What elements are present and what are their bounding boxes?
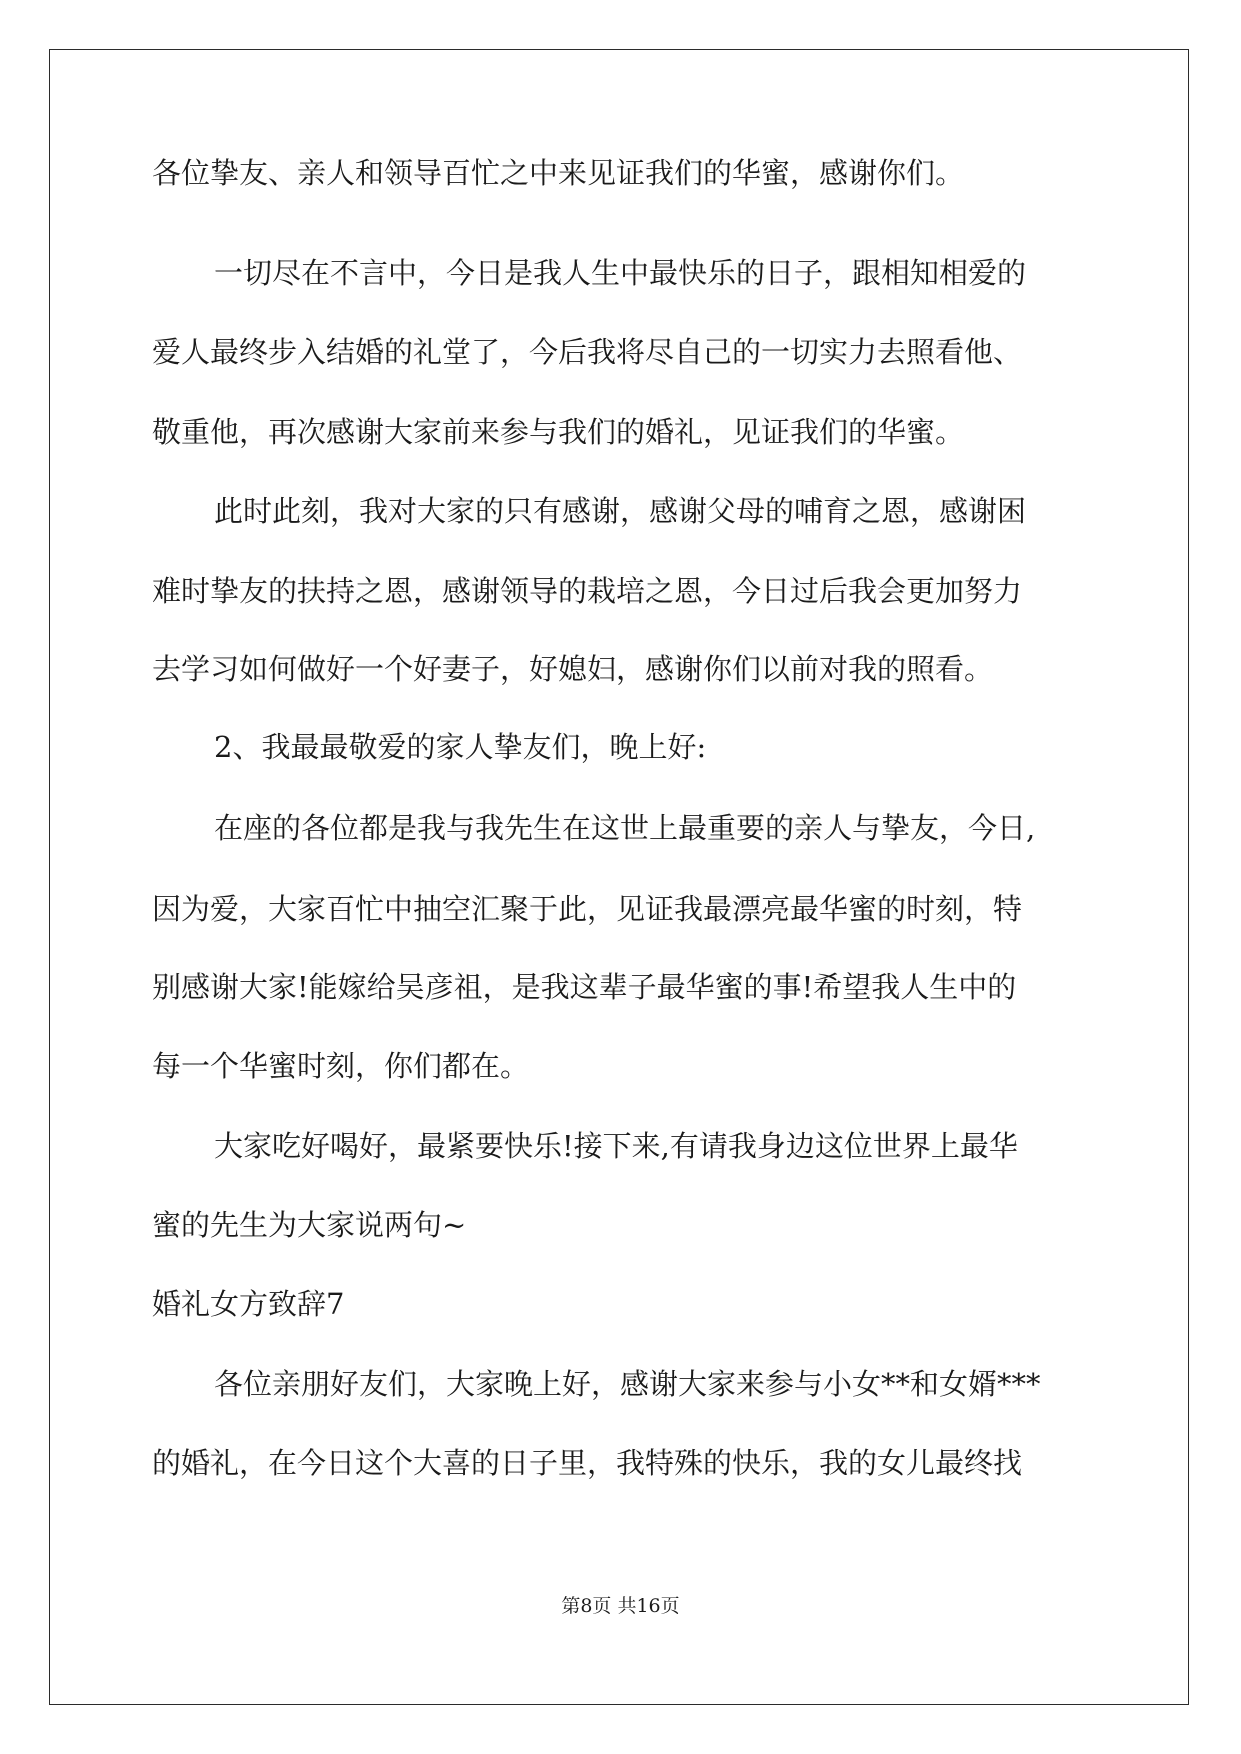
paragraph-line: 大家吃好喝好，最紧要快乐!接下来,有请我身边这位世界上最华: [214, 1129, 1018, 1163]
paragraph-line: 难时挚友的扶持之恩，感谢领导的栽培之恩，今日过后我会更加努力: [152, 574, 1023, 608]
paragraph-line: 在座的各位都是我与我先生在这世上最重要的亲人与挚友，今日,: [214, 811, 1036, 845]
paragraph-line: 此时此刻，我对大家的只有感谢，感谢父母的哺育之恩，感谢困: [214, 494, 1027, 528]
paragraph-line: 一切尽在不言中，今日是我人生中最快乐的日子，跟相知相爱的: [214, 256, 1027, 290]
paragraph-line: 别感谢大家!能嫁给吴彦祖，是我这辈子最华蜜的事!希望我人生中的: [152, 970, 1017, 1004]
section-heading: 婚礼女方致辞7: [152, 1287, 345, 1321]
paragraph-line: 各位挚友、亲人和领导百忙之中来见证我们的华蜜，感谢你们。: [152, 156, 965, 190]
paragraph-line: 敬重他，再次感谢大家前来参与我们的婚礼，见证我们的华蜜。: [152, 415, 965, 449]
paragraph-line: 2、我最最敬爱的家人挚友们，晚上好:: [214, 730, 707, 764]
paragraph-line: 各位亲朋好友们，大家晚上好，感谢大家来参与小女**和女婿***: [214, 1367, 1041, 1401]
paragraph-line: 去学习如何做好一个好妻子，好媳妇，感谢你们以前对我的照看。: [152, 652, 994, 686]
paragraph-line: 的婚礼，在今日这个大喜的日子里，我特殊的快乐，我的女儿最终找: [152, 1446, 1023, 1480]
paragraph-line: 因为爱，大家百忙中抽空汇聚于此，见证我最漂亮最华蜜的时刻，特: [152, 892, 1023, 926]
paragraph-line: 蜜的先生为大家说两句~: [152, 1208, 467, 1242]
page-number-footer: 第8页 共16页: [561, 1595, 680, 1617]
paragraph-line: 爱人最终步入结婚的礼堂了，今后我将尽自己的一切实力去照看他、: [152, 335, 1023, 369]
paragraph-line: 每一个华蜜时刻，你们都在。: [152, 1049, 530, 1083]
